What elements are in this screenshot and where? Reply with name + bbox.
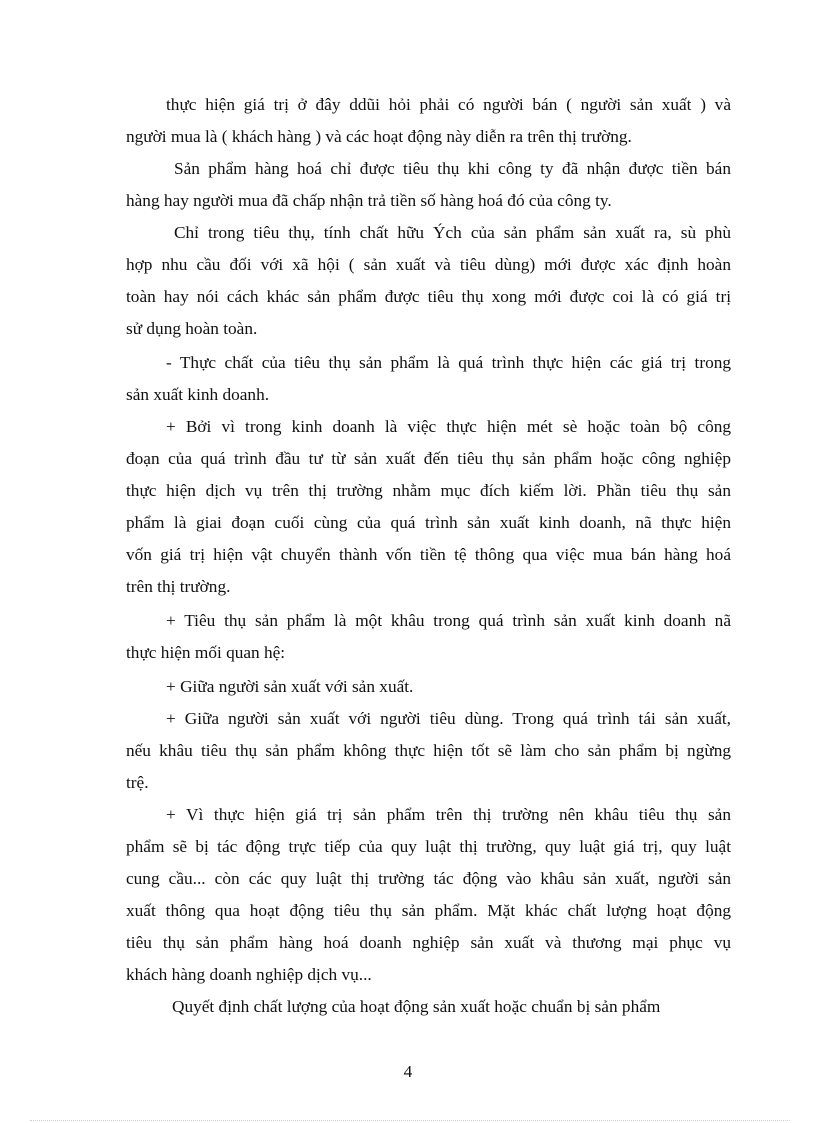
text-line: hợp nhu cầu đối với xã hội ( sản xuất và tiêu dùng) mới được xác định hoàn bbox=[126, 255, 731, 274]
text-line: phẩm là giai đoạn cuối cùng của quá trình sản xuất kinh doanh, nã thực hiện bbox=[126, 513, 731, 532]
text-line: cung cầu... còn các quy luật thị trường tác động vào khâu sản xuất, người sản bbox=[126, 869, 731, 888]
text-line: sản xuất kinh doanh. bbox=[126, 385, 270, 404]
text-line: thực hiện mối quan hệ: bbox=[126, 643, 286, 662]
text-line: + Giữa người sản xuất với sản xuất. bbox=[166, 677, 414, 696]
text-line: + Vì thực hiện giá trị sản phẩm trên thị trường nên khâu tiêu thụ sản bbox=[166, 805, 731, 824]
text-line: + Giữa người sản xuất với người tiêu dùng. Trong quá trình tái sản xuất, bbox=[166, 709, 731, 728]
text-line: thực hiện dịch vụ trên thị trường nhằm mục đích kiếm lời. Phần tiêu thụ sản bbox=[126, 481, 731, 500]
text-line: khách hàng doanh nghiệp dịch vụ... bbox=[126, 965, 372, 984]
text-line: thực hiện giá trị ở đây ddũi hỏi phải có người bán ( người sản xuất ) và bbox=[166, 95, 731, 114]
page-bottom-rule bbox=[30, 1120, 790, 1121]
text-line: phẩm sẽ bị tác động trực tiếp của quy luật thị trường, quy luật giá trị, quy luật bbox=[126, 837, 731, 856]
text-line: toàn hay nói cách khác sản phẩm được tiêu thụ xong mới được coi là có giá trị bbox=[126, 287, 731, 306]
text-line: Sản phẩm hàng hoá chỉ được tiêu thụ khi công ty đã nhận được tiền bán bbox=[174, 159, 731, 178]
text-line: + Bởi vì trong kinh doanh là việc thực hiện mét sè hoặc toàn bộ công bbox=[166, 417, 731, 436]
text-line: người mua là ( khách hàng ) và các hoạt động này diễn ra trên thị trường. bbox=[126, 127, 632, 146]
text-line: nếu khâu tiêu thụ sản phẩm không thực hiện tốt sẽ làm cho sản phẩm bị ngừng bbox=[126, 741, 731, 760]
text-line: đoạn của quá trình đầu tư từ sản xuất đến tiêu thụ sản phẩm hoặc công nghiệp bbox=[126, 449, 731, 468]
text-line: xuất thông qua hoạt động tiêu thụ sản phẩm. Mặt khác chất lượng hoạt động bbox=[126, 901, 731, 920]
page-number: 4 bbox=[403, 1062, 413, 1081]
text-line: Chỉ trong tiêu thụ, tính chất hữu Ých của sản phẩm sản xuất ra, sù phù bbox=[174, 223, 731, 242]
text-line: tiêu thụ sản phẩm hàng hoá doanh nghiệp sản xuất và thương mại phục vụ bbox=[126, 933, 731, 952]
text-line: trên thị trường. bbox=[126, 577, 231, 596]
text-line: + Tiêu thụ sản phẩm là một khâu trong quá trình sản xuất kinh doanh nã bbox=[166, 611, 731, 630]
text-line: sử dụng hoàn toàn. bbox=[126, 319, 258, 338]
text-line: hàng hay người mua đã chấp nhận trả tiền số hàng hoá đó của công ty. bbox=[126, 191, 612, 210]
text-line: vốn giá trị hiện vật chuyển thành vốn tiền tệ thông qua việc mua bán hàng hoá bbox=[126, 545, 731, 564]
text-line: - Thực chất của tiêu thụ sản phẩm là quá trình thực hiện các giá trị trong bbox=[166, 353, 731, 372]
text-line: Quyết định chất lượng của hoạt động sản xuất hoặc chuẩn bị sản phẩm bbox=[172, 997, 661, 1016]
text-line: trệ. bbox=[126, 773, 149, 792]
